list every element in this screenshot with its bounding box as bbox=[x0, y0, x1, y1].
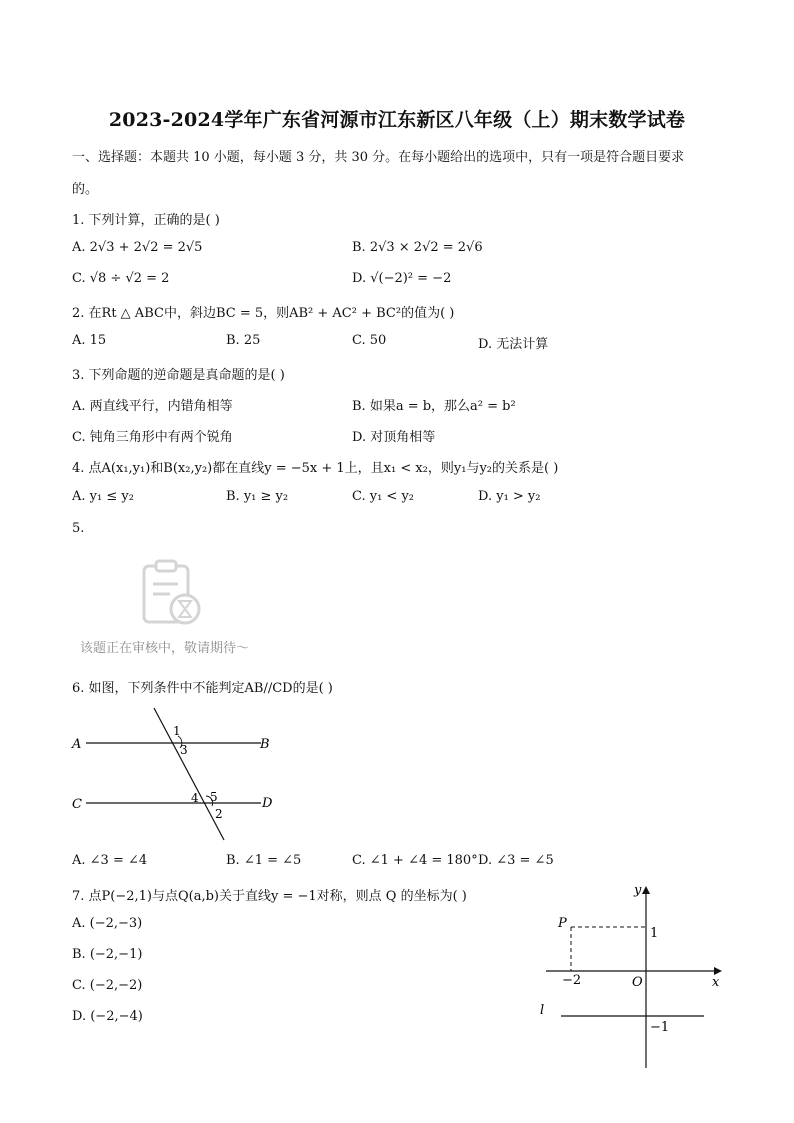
q1-option-b: B. 2√3 × 2√2 = 2√6 bbox=[352, 240, 483, 255]
q2-option-a: A. 15 bbox=[72, 333, 107, 348]
q4-option-d: D. y₁ > y₂ bbox=[478, 489, 541, 504]
q6-figure bbox=[66, 700, 286, 848]
q6-label-b: B bbox=[260, 737, 270, 752]
page-title: 2023-2024学年广东省河源市江东新区八年级（上）期末数学试卷 bbox=[108, 109, 686, 131]
q3-stem: 3. 下列命题的逆命题是真命题的是( ) bbox=[72, 368, 285, 383]
q7-coordinate-figure bbox=[534, 880, 730, 1070]
q7-point-p-label: P bbox=[558, 916, 567, 931]
q1-option-c: C. √8 ÷ √2 = 2 bbox=[72, 271, 170, 286]
q2-option-b: B. 25 bbox=[226, 333, 261, 348]
q7-origin-label: O bbox=[632, 975, 643, 990]
q7-option-a: A. (−2,−3) bbox=[72, 916, 143, 931]
q1-stem: 1. 下列计算，正确的是( ) bbox=[72, 213, 220, 228]
q6-label-a: A bbox=[72, 737, 82, 752]
q4-stem: 4. 点A(x₁,y₁)和B(x₂,y₂)都在直线y = −5x + 1上，且x₁ < x₂，则y₁与y₂的关系是( ) bbox=[72, 461, 559, 476]
q6-angle-3: 3 bbox=[180, 743, 188, 757]
q6-stem: 6. 如图，下列条件中不能判定AB//CD的是( ) bbox=[72, 681, 333, 696]
q6-angle-4: 4 bbox=[191, 791, 199, 805]
q7-stem: 7. 点P(−2,1)与点Q(a,b)关于直线y = −1对称，则点 Q 的坐标为( ) bbox=[72, 889, 467, 904]
q7-axis-y-label: y bbox=[634, 883, 642, 898]
q3-option-c: C. 钝角三角形中有两个锐角 bbox=[72, 430, 233, 445]
q7-axis-x-label: x bbox=[712, 975, 720, 990]
q6-option-a: A. ∠3 = ∠4 bbox=[72, 853, 148, 868]
clipboard-hourglass-icon bbox=[136, 558, 208, 630]
q6-angle-2: 2 bbox=[215, 807, 223, 821]
q6-angle-5: 5 bbox=[210, 790, 218, 804]
q5-placeholder: 该题正在审核中，敬请期待～ bbox=[80, 641, 250, 656]
q4-option-b: B. y₁ ≥ y₂ bbox=[226, 489, 289, 504]
q2-option-c: C. 50 bbox=[352, 333, 387, 348]
q2-stem: 2. 在Rt △ ABC中，斜边BC = 5，则AB² + AC² + BC²的值为( ) bbox=[72, 306, 455, 321]
q3-option-d: D. 对顶角相等 bbox=[352, 430, 436, 445]
q7-line-l-label: l bbox=[540, 1003, 545, 1018]
q7-option-b: B. (−2,−1) bbox=[72, 947, 143, 962]
q1-option-a: A. 2√3 + 2√2 = 2√5 bbox=[72, 240, 203, 255]
q2-option-d: D. 无法计算 bbox=[478, 337, 549, 352]
q7-tick-neg1: −1 bbox=[650, 1020, 670, 1035]
section-instruction-line2: 的。 bbox=[72, 182, 99, 197]
section-instruction-line1: 一、选择题：本题共 10 小题，每小题 3 分，共 30 分。在每小题给出的选项中，只有一项是符合题目要求 bbox=[72, 150, 685, 165]
q6-label-c: C bbox=[72, 797, 82, 812]
q3-option-a: A. 两直线平行，内错角相等 bbox=[72, 399, 233, 414]
q3-option-b: B. 如果a = b，那么a² = b² bbox=[352, 399, 516, 414]
q7-tick-neg2: −2 bbox=[562, 973, 582, 988]
q4-option-c: C. y₁ < y₂ bbox=[352, 489, 415, 504]
q1-option-d: D. √(−2)² = −2 bbox=[352, 271, 452, 286]
q7-option-d: D. (−2,−4) bbox=[72, 1009, 143, 1024]
q6-label-d: D bbox=[262, 796, 273, 811]
q5-stem: 5. bbox=[72, 521, 85, 536]
q7-tick-1: 1 bbox=[650, 926, 659, 941]
q6-option-b: B. ∠1 = ∠5 bbox=[226, 853, 302, 868]
q6-angle-1: 1 bbox=[173, 724, 181, 738]
q4-option-a: A. y₁ ≤ y₂ bbox=[72, 489, 134, 504]
q7-option-c: C. (−2,−2) bbox=[72, 978, 143, 993]
q6-option-c: C. ∠1 + ∠4 = 180° bbox=[352, 853, 478, 868]
q6-option-d: D. ∠3 = ∠5 bbox=[478, 853, 554, 868]
